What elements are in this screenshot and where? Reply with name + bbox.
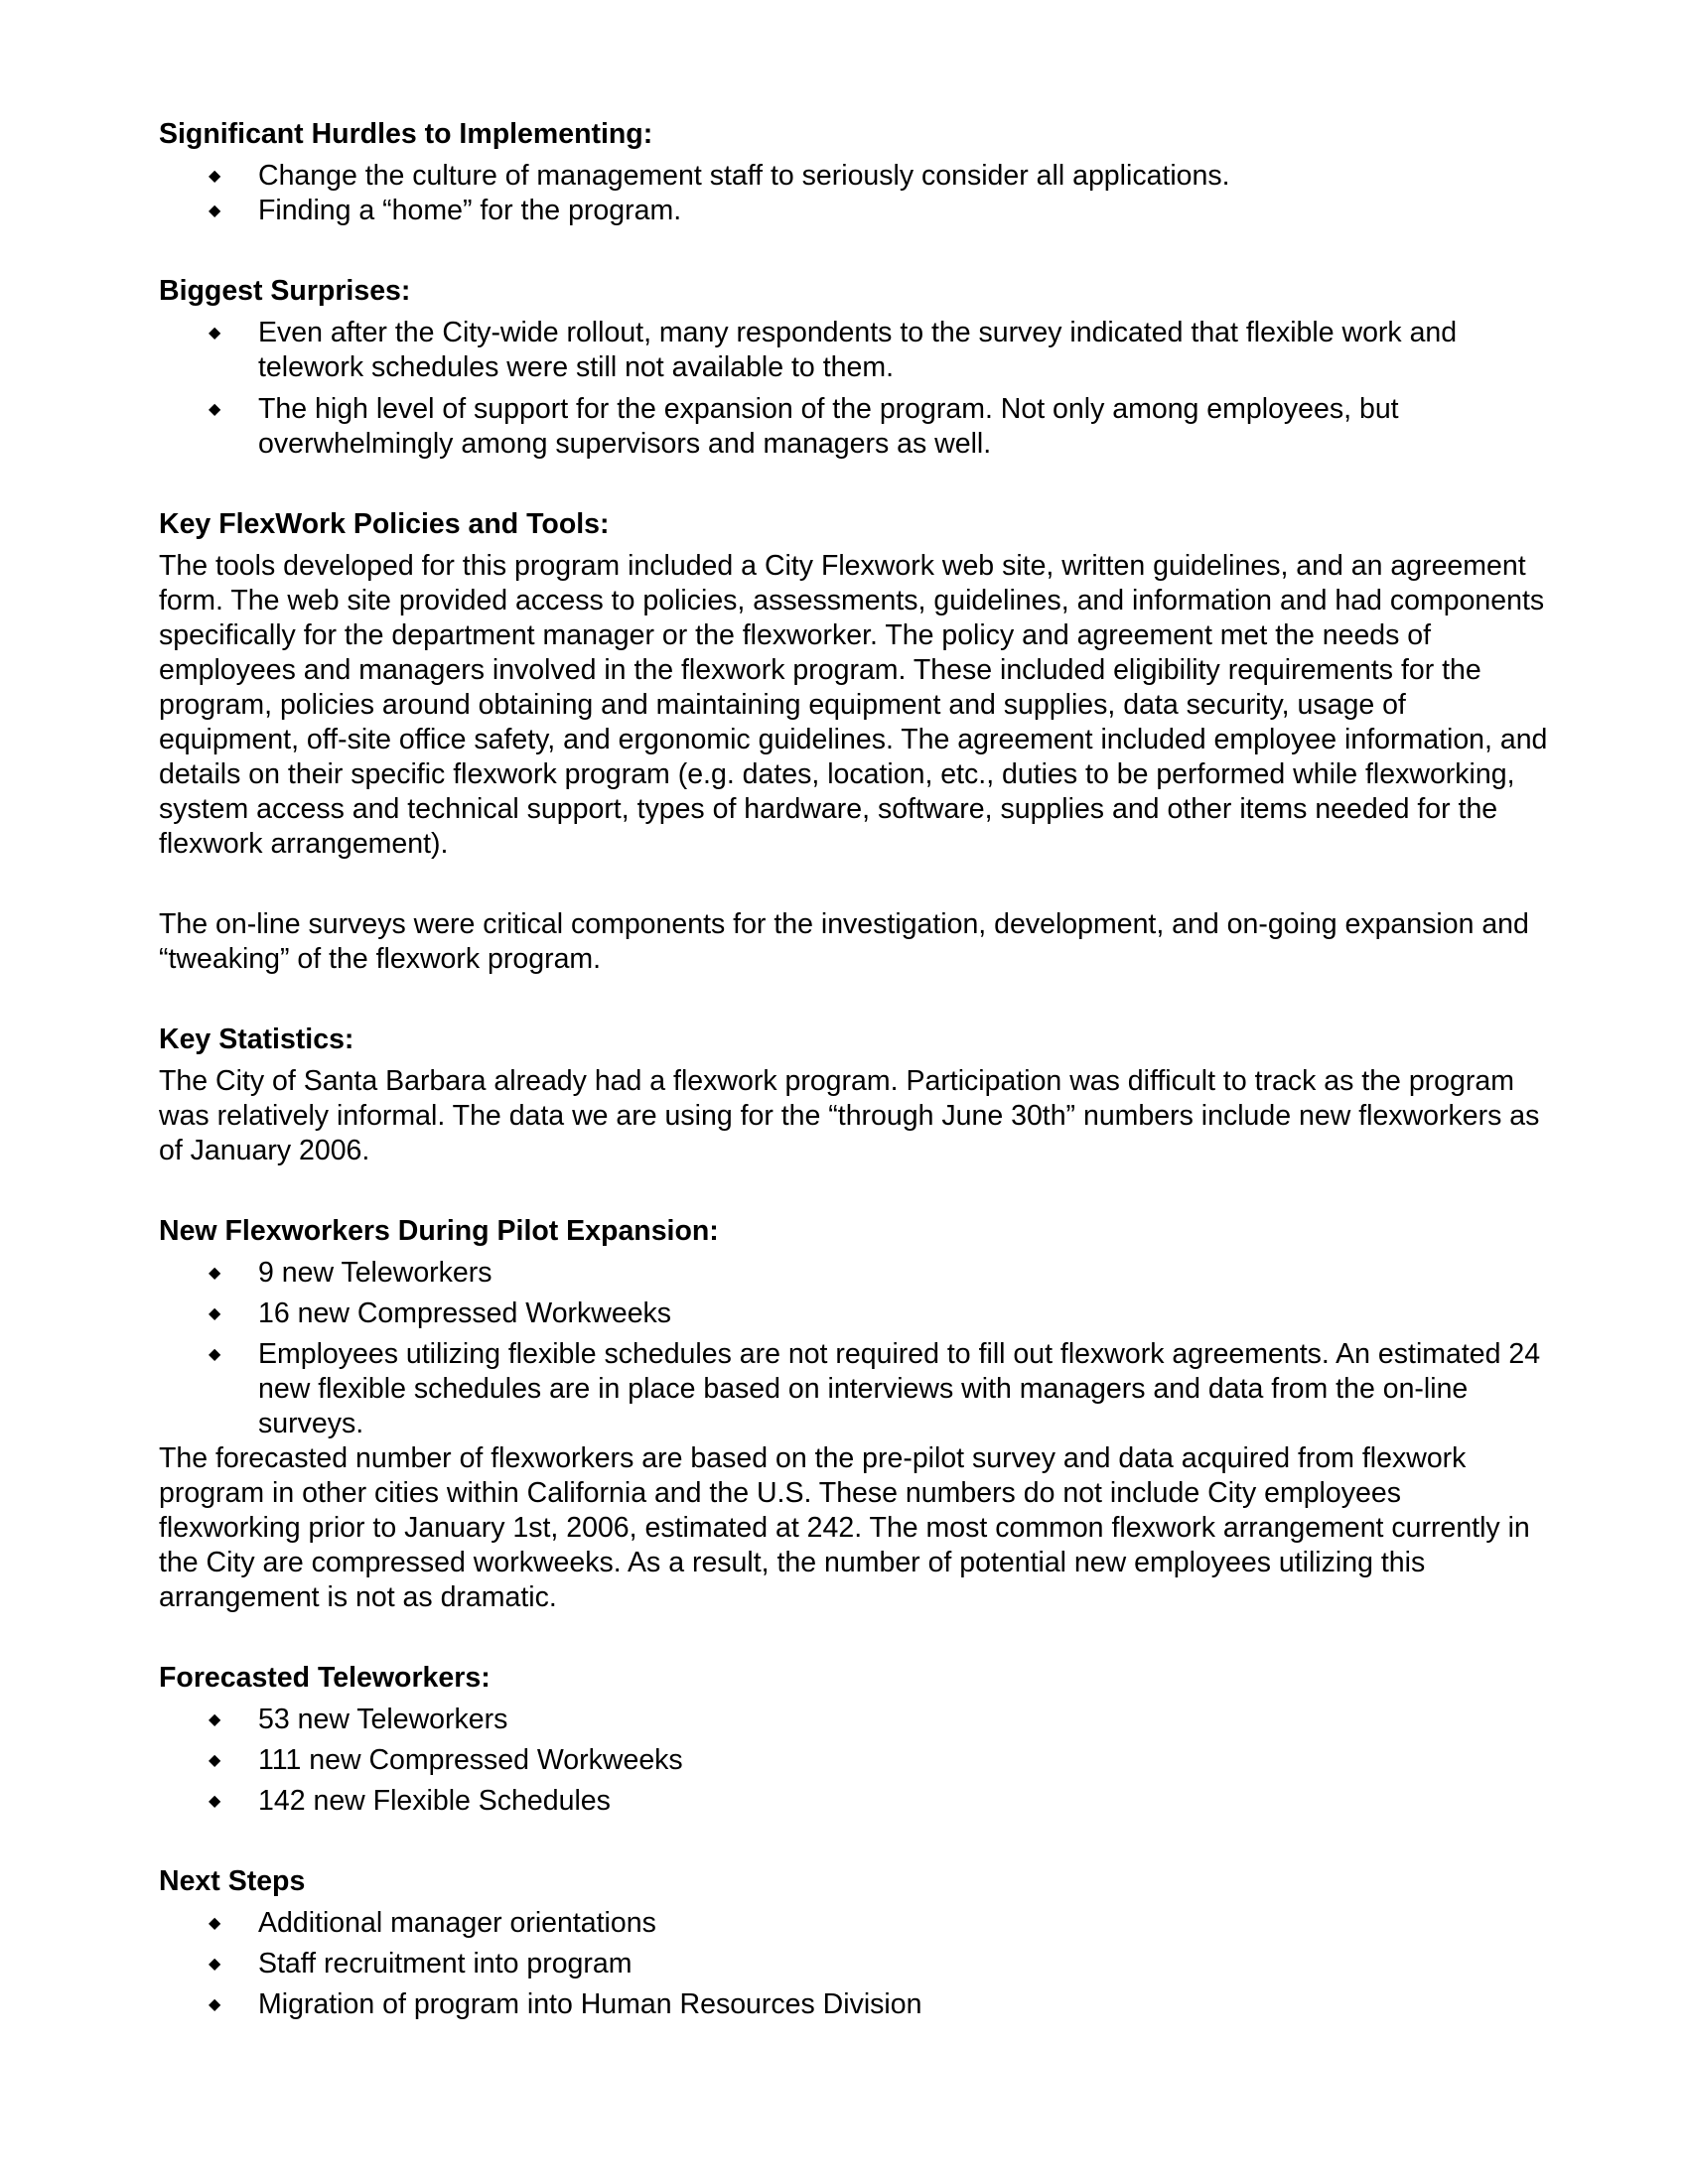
hurdles-list [159, 159, 1549, 228]
diamond-bullet-icon: ◆ [209, 1346, 221, 1363]
diamond-bullet-icon: ◆ [209, 1752, 221, 1769]
new-flexworkers-list [159, 1256, 1549, 1441]
diamond-bullet-icon: ◆ [209, 1305, 221, 1322]
list-item: ◆ 53 new Teleworkers [209, 1704, 508, 1735]
statistics-heading: Key Statistics: [159, 1024, 354, 1055]
diamond-bullet-icon: ◆ [209, 401, 221, 418]
forecasted-list [159, 1703, 1549, 1819]
next-steps-heading: Next Steps [159, 1865, 306, 1897]
diamond-bullet-icon: ◆ [209, 1915, 221, 1932]
list-item: ◆ Change the culture of management staff to seriously consider all applications. [209, 160, 1230, 192]
diamond-bullet-icon: ◆ [209, 1956, 221, 1973]
list-item: ◆ Migration of program into Human Resources Division [209, 1988, 922, 2020]
list-item: ◆ Finding a “home” for the program. [209, 195, 682, 226]
surprises-heading: Biggest Surprises: [159, 275, 411, 307]
policies-heading: Key FlexWork Policies and Tools: [159, 508, 610, 540]
diamond-bullet-icon: ◆ [209, 325, 221, 341]
diamond-bullet-icon: ◆ [209, 1793, 221, 1810]
policies-paragraph: The tools developed for this program included a City Flexwork web site, written guidelines, and an agreement form. The web site provided access to policies, assessments, guidelines, and information and had components specifically for the department manager or the flexworker. The policy and agreement met the needs of employees and managers involved in the flexwork program. These included eligibility requirements for the program, policies around obtaining and maintaining equipment and supplies, data security, usage of equipment, off-site office safety, and ergonomic guidelines. The agreement included employee information, and details on their specific flexwork program (e.g. dates, location, etc., duties to be performed while flexworking, system access and technical support, types of hardware, software, supplies and other items needed for the flexwork arrangement). [159, 550, 1548, 860]
list-item: ◆ Additional manager orientations [209, 1907, 656, 1939]
diamond-bullet-icon: ◆ [209, 1996, 221, 2013]
statistics-paragraph: The City of Santa Barbara already had a flexwork program. Participation was difficult to track as the program was relatively informal. The data we are using for the “through June 30th” numbers include new flexworkers as of January 2006. [159, 1065, 1540, 1166]
diamond-bullet-icon: ◆ [209, 1711, 221, 1728]
list-item: ◆ 142 new Flexible Schedules [209, 1785, 611, 1817]
diamond-bullet-icon: ◆ [209, 1265, 221, 1282]
forecasted-heading: Forecasted Teleworkers: [159, 1662, 491, 1694]
list-item: ◆ 111 new Compressed Workweeks [209, 1744, 683, 1776]
new-flexworkers-heading: New Flexworkers During Pilot Expansion: [159, 1215, 719, 1247]
diamond-bullet-icon: ◆ [209, 203, 221, 219]
list-item: ◆ 16 new Compressed Workweeks [209, 1297, 672, 1329]
next-steps-list [159, 1906, 1549, 2022]
list-item: ◆ Even after the City-wide rollout, many respondents to the survey indicated that flexible work and telework schedules were still not available to them. [209, 317, 1458, 383]
list-item: ◆ Staff recruitment into program [209, 1948, 633, 1979]
document-body [159, 117, 1549, 2022]
hurdles-heading: Significant Hurdles to Implementing: [159, 118, 653, 150]
diamond-bullet-icon: ◆ [209, 168, 221, 185]
surveys-paragraph: The on-line surveys were critical components for the investigation, development, and on-going expansion and “tweaking” of the flexwork program. [159, 908, 1529, 975]
list-item: ◆ Employees utilizing flexible schedules are not required to fill out flexwork agreements. An estimated 24 new flexible schedules are in place based on interviews with managers and data from the on-line surveys. [209, 1338, 1541, 1439]
list-item: ◆ 9 new Teleworkers [209, 1257, 492, 1289]
list-item: ◆ The high level of support for the expansion of the program. Not only among employees, but overwhelmingly among supervisors and managers as well. [209, 393, 1399, 460]
surprises-list [159, 316, 1549, 462]
forecast-basis-paragraph: The forecasted number of flexworkers are based on the pre-pilot survey and data acquired from flexwork program in other cities within California and the U.S. These numbers do not include City employees flexworking prior to January 1st, 2006, estimated at 242. The most common flexwork arrangement currently in the City are compressed workweeks. As a result, the number of potential new employees utilizing this arrangement is not as dramatic. [159, 1442, 1530, 1613]
